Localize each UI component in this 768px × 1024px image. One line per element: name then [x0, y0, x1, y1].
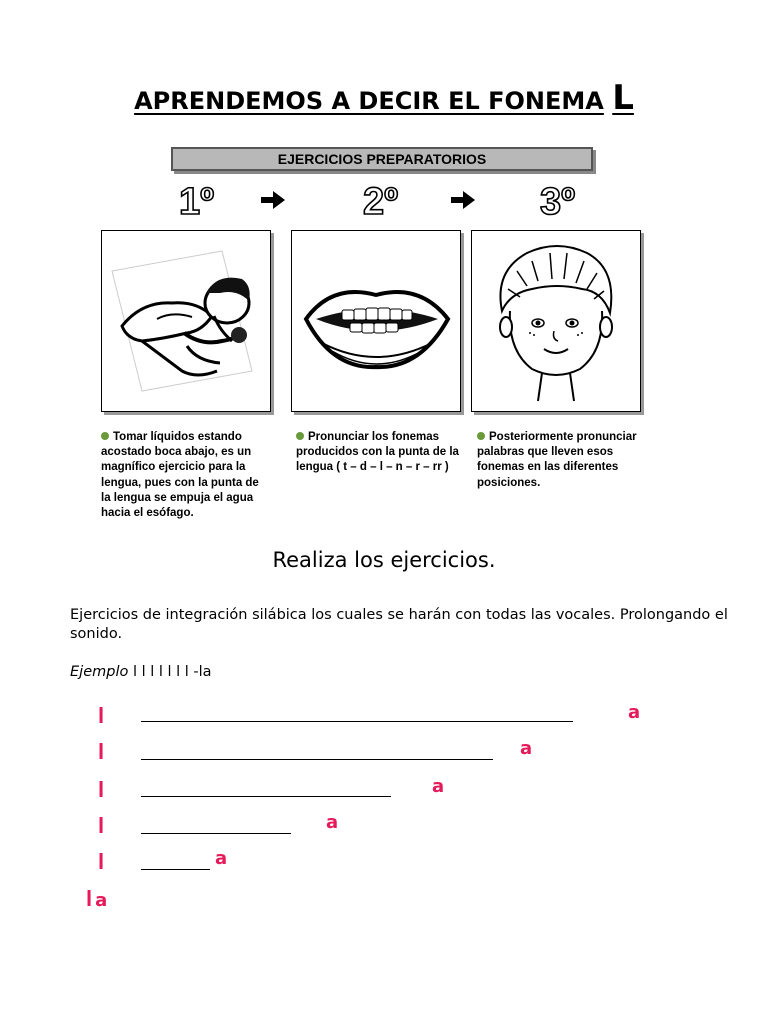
bullet-dot-icon	[101, 432, 109, 440]
arrow-right-icon	[451, 189, 475, 211]
practice-underline	[141, 796, 391, 797]
caption-2-text: Pronunciar los fonemas producidos con la punta de la lengua ( t – d – l – n – r – rr )	[296, 431, 459, 474]
bullet-dot-icon	[296, 432, 304, 440]
bullet-dot-icon	[477, 432, 485, 440]
caption-2	[296, 430, 461, 476]
instructions-paragraph: Ejercicios de integración silábica los cuales se harán con todas las vocales. Prolongando el sonido.	[70, 607, 728, 642]
step-1-label: 1º	[179, 181, 215, 223]
example-text: l l l l l l l -la	[128, 664, 212, 680]
final-letter-l: l	[86, 886, 93, 911]
practice-letter-a: a	[326, 812, 339, 833]
practice-underline	[141, 759, 493, 760]
practice-letter-l: l	[98, 739, 105, 764]
practice-letter-l: l	[98, 703, 105, 728]
example-label: Ejemplo	[70, 664, 129, 680]
caption-3-text: Posteriormente pronunciar palabras que lleven esos fonemas en las diferentes posiciones.	[477, 431, 637, 489]
caption-1-text: Tomar líquidos estando acostado boca abajo, es un magnífico ejercicio para la lengua, pues con la punta de la lengua se empuja el agua hacia el esófago.	[101, 431, 259, 520]
practice-letter-l: l	[98, 777, 105, 802]
subheading: Realiza los ejercicios.	[272, 548, 496, 572]
practice-underline	[141, 833, 291, 834]
practice-letter-a: a	[432, 776, 445, 797]
practice-letter-l: l	[98, 813, 105, 838]
practice-letter-a: a	[628, 702, 641, 723]
practice-letter-l: l	[98, 849, 105, 874]
illustration-mouth	[291, 230, 461, 412]
caption-1	[101, 430, 271, 521]
final-letter-a: a	[95, 890, 108, 911]
illustration-child-drinking	[101, 230, 271, 412]
practice-underline	[141, 869, 210, 870]
section-banner: EJERCICIOS PREPARATORIOS	[171, 147, 593, 171]
practice-letter-a: a	[520, 738, 533, 759]
practice-underline	[141, 721, 573, 722]
title-letter: L	[612, 78, 634, 118]
practice-letter-a: a	[215, 848, 228, 869]
example-line	[70, 664, 212, 680]
illustration-child-face	[471, 230, 641, 412]
title-main: APRENDEMOS A DECIR EL FONEMA	[134, 87, 604, 115]
caption-3	[477, 430, 637, 491]
final-syllable	[86, 886, 107, 912]
step-2-label: 2º	[363, 181, 399, 223]
step-3-label: 3º	[540, 181, 576, 223]
arrow-right-icon	[261, 189, 285, 211]
page-title	[0, 78, 768, 118]
